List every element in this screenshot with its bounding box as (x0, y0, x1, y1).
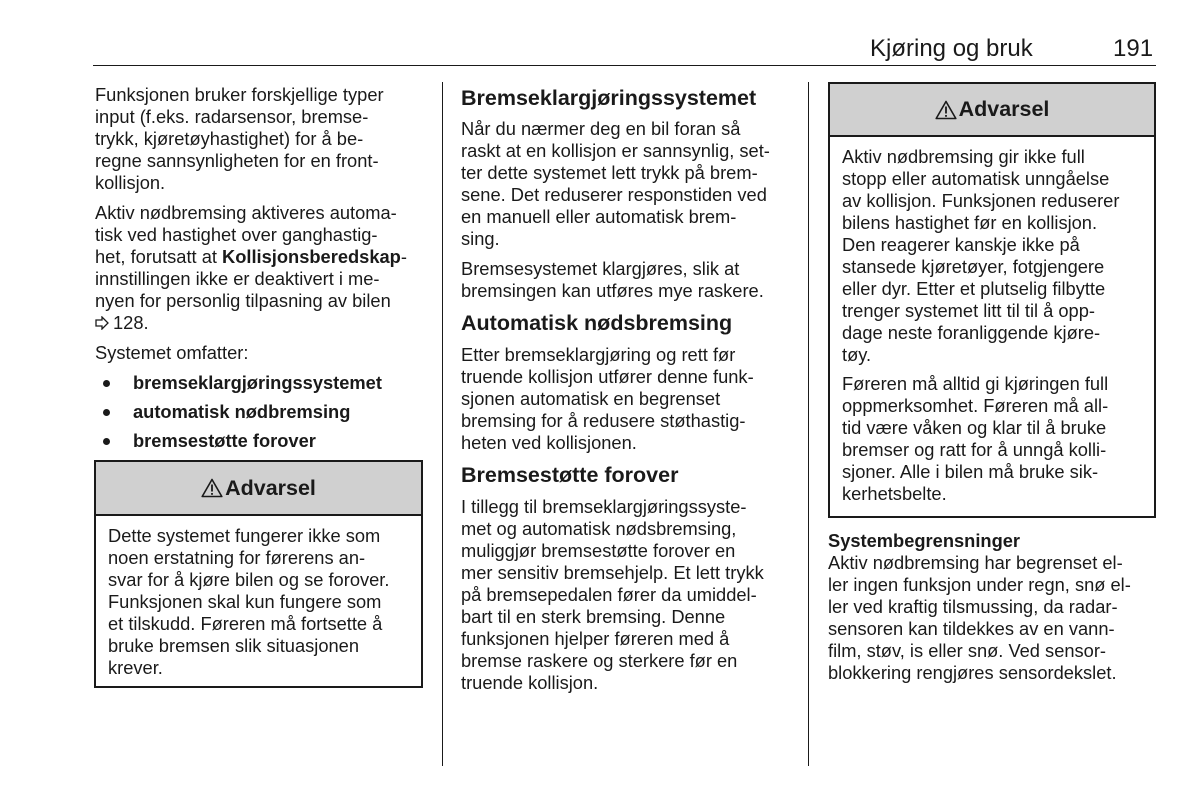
paragraph (95, 84, 427, 194)
warning-box (828, 82, 1156, 518)
text-line: et tilskudd. Føreren må fortsette å (108, 613, 383, 634)
text-line: bremse raskere og sterkere før en (461, 650, 738, 671)
column-divider (442, 82, 443, 766)
text-line: Når du nærmer deg en bil foran så (461, 118, 741, 139)
text-line: mer sensitiv bremsehjelp. Et lett trykk (461, 562, 764, 583)
paragraph (108, 525, 411, 679)
text-line: muliggjør bremsestøtte forover en (461, 540, 736, 561)
paragraph (828, 552, 1158, 684)
text-line: input (f.eks. radarsensor, bremse- (95, 106, 369, 127)
text-line: met og automatisk nødsbremsing, (461, 518, 737, 539)
text-line: krever. (108, 657, 163, 678)
paragraph (461, 118, 793, 250)
text-line: stopp eller automatisk unngåelse (842, 168, 1110, 189)
text-line: stansede kjøretøyer, fotgjengere (842, 256, 1105, 277)
text-line (95, 246, 427, 268)
warning-header (96, 462, 421, 516)
text-line: eller dyr. Etter et plutselig filbytte (842, 278, 1106, 299)
text-line: Aktiv nødbremsing aktiveres automa- (95, 202, 397, 223)
warning-title: Advarsel (958, 97, 1050, 121)
system-limitations (828, 530, 1158, 692)
text-line: truende kollisjon. (461, 672, 599, 693)
warning-triangle-icon (201, 478, 223, 498)
text-line: kollisjon. (95, 172, 166, 193)
warning-title: Advarsel (225, 475, 316, 500)
text-line: Aktiv nødbremsing har begrenset el- (828, 552, 1123, 573)
paragraph: Systemet omfatter: (95, 342, 249, 363)
section-heading: Bremsestøtte forover (461, 463, 679, 487)
text-line: trykk, kjøretøyhastighet) for å be- (95, 128, 364, 149)
text-line: sene. Det reduserer responstiden ved (461, 184, 767, 205)
paragraph (842, 146, 1144, 366)
menu-setting-name: Kollisjonsberedskap (222, 246, 401, 267)
text-line: innstillingen ikke er deaktivert i me- (95, 268, 380, 289)
text-fragment: - (400, 246, 407, 267)
text-line: bremsing for å redusere støthastig- (461, 410, 746, 431)
text-line: tøy. (842, 344, 872, 365)
column-divider (808, 82, 809, 766)
text-line: tisk ved hastighet over ganghastig- (95, 224, 378, 245)
text-line: bremser og ratt for å unngå kolli- (842, 439, 1107, 460)
text-line: heten ved kollisjonen. (461, 432, 637, 453)
text-line: bilens hastighet før en kollisjon. (842, 212, 1098, 233)
text-line: sing. (461, 228, 500, 249)
text-line: nyen for personlig tilpasning av bilen (95, 290, 391, 311)
warning-box (94, 460, 423, 688)
paragraph (461, 496, 793, 694)
text-line: Funksjonen bruker forskjellige typer (95, 84, 384, 105)
text-line: trenger systemet litt til til å opp- (842, 300, 1095, 321)
text-line: funksjonen hjelper føreren med å (461, 628, 730, 649)
list-item: bremsestøtte forover (95, 430, 427, 459)
warning-body (830, 137, 1154, 505)
paragraph (461, 258, 793, 302)
text-line: Den reagerer kanskje ikke på (842, 234, 1080, 255)
text-line: I tillegg til bremseklargjøringssyste- (461, 496, 747, 517)
text-line: Føreren må alltid gi kjøringen full (842, 373, 1109, 394)
text-line: kerhetsbelte. (842, 483, 947, 504)
text-line: sjoner. Alle i bilen må bruke sik- (842, 461, 1099, 482)
column-1 (95, 84, 427, 469)
text-fragment: het, forutsatt at (95, 246, 223, 267)
text-line: bruke bremsen slik situasjonen (108, 635, 359, 656)
text-line: tid være våken og klar til å bruke (842, 417, 1107, 438)
warning-header (830, 84, 1154, 137)
section-title: Kjøring og bruk (870, 35, 1033, 62)
text-line: noen erstatning for førerens an- (108, 547, 366, 568)
text-line: sjonen automatisk en begrenset (461, 388, 721, 409)
sub-heading: Systembegrensninger (828, 530, 1021, 551)
text-line: regne sannsynligheten for en front- (95, 150, 379, 171)
text-line: oppmerksomhet. Føreren må all- (842, 395, 1109, 416)
text-line: på bremsepedalen fører da umiddel- (461, 584, 757, 605)
column-2 (461, 84, 793, 702)
text-line: sensoren kan tildekkes av en vann- (828, 618, 1115, 639)
text-line: raskt at en kollisjon er sannsynlig, set- (461, 140, 770, 161)
section-heading: Automatisk nødsbremsing (461, 311, 733, 335)
text-line: ler ved kraftig tilsmussing, da radar- (828, 596, 1118, 617)
paragraph (95, 202, 427, 334)
text-line: Aktiv nødbremsing gir ikke full (842, 146, 1085, 167)
text-line: bart til en sterk bremsing. Denne (461, 606, 726, 627)
text-line: film, støv, is eller snø. Ved sensor- (828, 640, 1107, 661)
text-line: ter dette systemet lett trykk på brem- (461, 162, 758, 183)
text-line: ler ingen funksjon under regn, snø el- (828, 574, 1131, 595)
paragraph (842, 373, 1144, 505)
warning-body (96, 516, 421, 679)
text-line: dage neste foranliggende kjøre- (842, 322, 1101, 343)
list-item: bremseklargjøringssystemet (95, 372, 427, 401)
page-reference: 128. (113, 312, 149, 333)
page-number: 191 (1113, 35, 1154, 62)
warning-triangle-icon (935, 100, 957, 120)
text-line: en manuell eller automatisk brem- (461, 206, 737, 227)
list-item: automatisk nødbremsing (95, 401, 427, 430)
bullet-list (95, 372, 427, 459)
text-line: blokkering rengjøres sensordekslet. (828, 662, 1117, 683)
text-line: Bremsesystemet klargjøres, slik at (461, 258, 740, 279)
text-line: Dette systemet fungerer ikke som (108, 525, 381, 546)
cross-reference-arrow-icon (95, 316, 109, 330)
cross-reference[interactable] (95, 312, 427, 334)
header-rule (93, 65, 1156, 66)
text-line: av kollisjon. Funksjonen reduserer (842, 190, 1120, 211)
text-line: Etter bremseklargjøring og rett før (461, 344, 736, 365)
section-heading: Bremseklargjøringssystemet (461, 86, 757, 110)
text-line: svar for å kjøre bilen og se forover. (108, 569, 390, 590)
text-line: Funksjonen skal kun fungere som (108, 591, 382, 612)
text-line: truende kollisjon utfører denne funk- (461, 366, 754, 387)
paragraph (461, 344, 793, 454)
text-line: bremsingen kan utføres mye raskere. (461, 280, 764, 301)
